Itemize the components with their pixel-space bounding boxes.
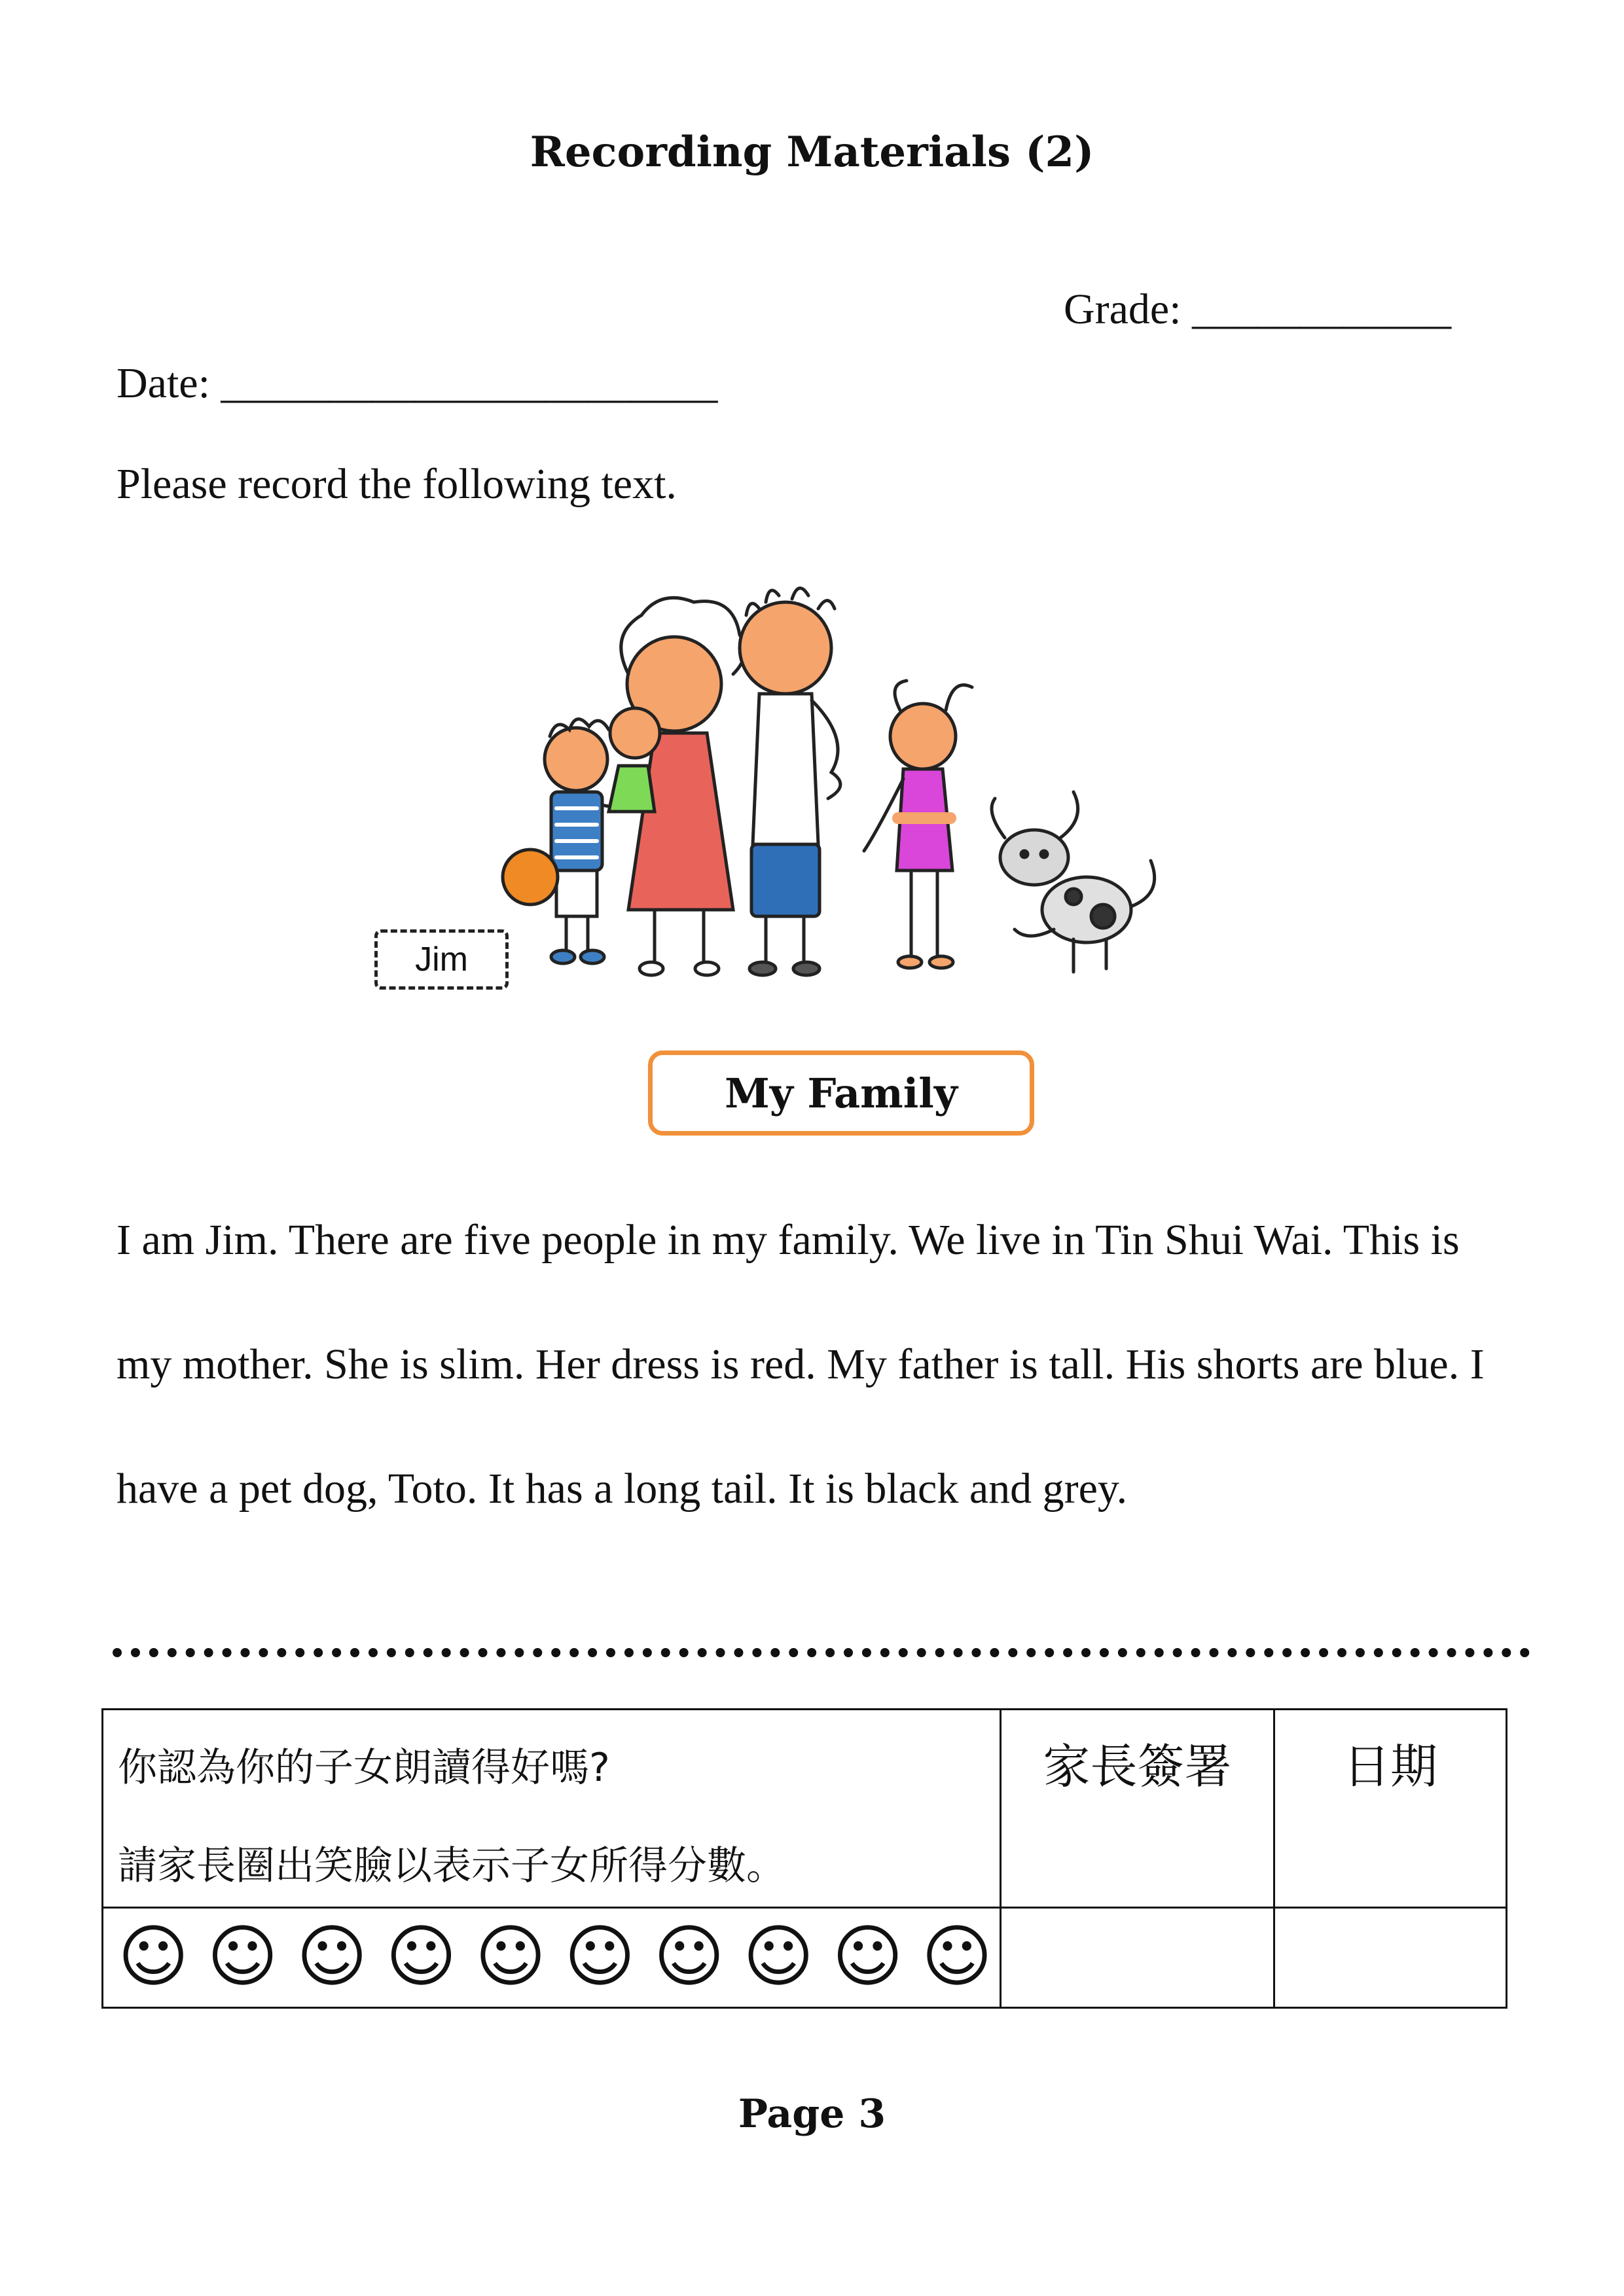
dog-figure (992, 792, 1155, 972)
smiley-face-icon[interactable]: ☺ (832, 1916, 903, 1996)
smiley-face-icon[interactable]: ☺ (742, 1916, 814, 1996)
signature-cell[interactable] (1001, 1908, 1274, 2008)
date-field[interactable]: Date: _______________________ (117, 359, 718, 407)
story-line: I am Jim. There are five people in my family. We live in Tin Shui Wai. This is (117, 1216, 1460, 1264)
story-title: My Family (648, 1050, 1034, 1136)
girl-figure (864, 681, 972, 968)
smiley-face-icon[interactable]: ☺ (921, 1916, 993, 1996)
father-figure (740, 588, 840, 975)
mother-figure (609, 598, 745, 975)
smiley-face-icon[interactable]: ☺ (207, 1916, 278, 1996)
dotted-divider (113, 1648, 1530, 1657)
signature-header: 家長簽署 (1001, 1710, 1274, 1908)
parent-signature-table (101, 1708, 1507, 2009)
story-text (117, 1178, 1524, 1551)
smiley-face-icon[interactable]: ☺ (386, 1916, 457, 1996)
story-line: my mother. She is slim. Her dress is red. My father is tall. His shorts are blue. I (117, 1340, 1485, 1388)
name-tag-jim: Jim (374, 929, 509, 990)
grade-field[interactable]: Grade: ____________ (1064, 285, 1452, 333)
instruction-text: Please record the following text. (117, 460, 677, 508)
question-line-2: 請家長圈出笑臉以表示子女所得分數。 (118, 1843, 785, 1889)
question-cell (103, 1710, 1001, 1908)
date-cell[interactable] (1274, 1908, 1507, 2008)
page-number: Page 3 (738, 2091, 886, 2137)
story-line: have a pet dog, Toto. It has a long tail. It is black and grey. (117, 1465, 1128, 1513)
date-header: 日期 (1274, 1710, 1507, 1908)
page-title: Recording Materials (2) (530, 128, 1094, 177)
smiley-face-icon[interactable]: ☺ (118, 1916, 189, 1996)
question-line-1: 你認為你的子女朗讀得好嗎? (118, 1745, 610, 1791)
boy-figure (503, 719, 641, 963)
smiley-face-icon[interactable]: ☺ (475, 1916, 547, 1996)
smiley-face-icon[interactable]: ☺ (564, 1916, 636, 1996)
smiley-face-icon[interactable]: ☺ (653, 1916, 725, 1996)
smiley-rating-cell (103, 1908, 1001, 2008)
smiley-face-icon[interactable]: ☺ (296, 1916, 368, 1996)
